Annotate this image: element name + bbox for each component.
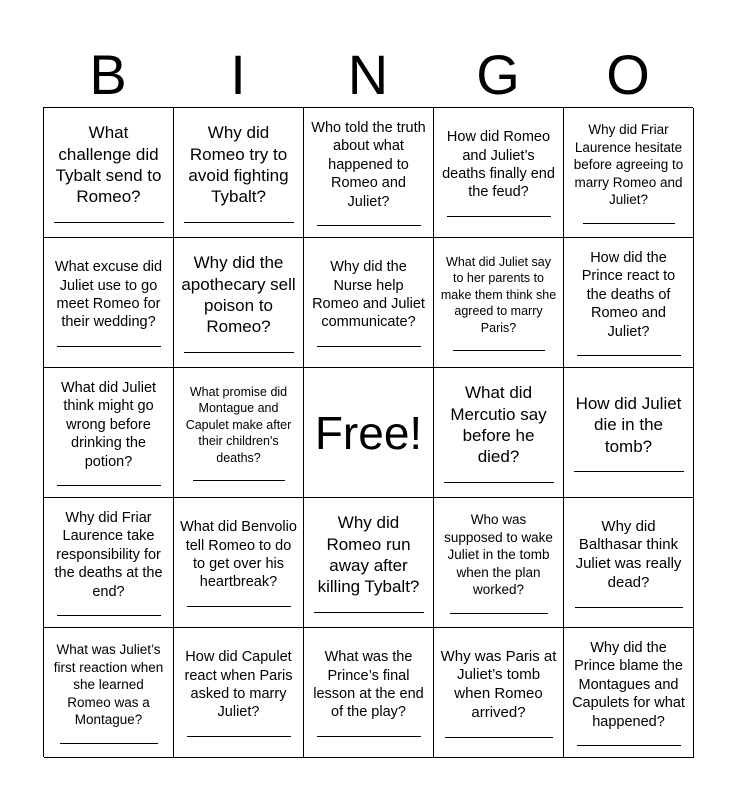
bingo-cell[interactable] [44, 368, 174, 498]
cell-question: What did Juliet think might go wrong before drinking the potion? [60, 379, 157, 470]
bingo-cell[interactable] [434, 368, 564, 498]
answer-line [184, 222, 294, 223]
bingo-cell[interactable] [174, 498, 304, 628]
answer-line [317, 225, 421, 226]
bingo-cell[interactable] [304, 628, 434, 758]
answer-line [574, 471, 684, 472]
cell-question: Who was supposed to wake Juliet in the tomb when the plan worked? [444, 512, 553, 598]
answer-line [444, 482, 554, 483]
bingo-cell[interactable] [304, 498, 434, 628]
cell-question: Why did the Prince blame the Montagues and Capulets for what happened? [572, 639, 685, 730]
cell-question: Who told the truth about what happened to Romeo and Juliet? [311, 119, 426, 210]
answer-line [193, 480, 285, 481]
cell-question: How did the Prince react to the deaths of Romeo and Juliet? [581, 249, 676, 340]
answer-line [57, 485, 161, 486]
cell-question: How did Capulet react when Paris asked to marry Juliet? [184, 649, 293, 721]
bingo-cell[interactable] [434, 108, 564, 238]
cell-question: What did Mercutio say before he died? [450, 383, 547, 467]
cell-question: Why did Friar Laurence take responsibility for the deaths at the end? [54, 509, 163, 600]
bingo-cell[interactable] [564, 498, 694, 628]
cell-question: What was the Prince’s final lesson at the end of the play? [313, 649, 424, 721]
header-letter-n: N [347, 43, 389, 106]
cell-question: Why did Balthasar think Juliet was really dead? [575, 517, 682, 591]
answer-line [314, 612, 424, 613]
bingo-cell[interactable] [44, 238, 174, 368]
cell-question: What did Benvolio tell Romeo to do to get over his heartbreak? [180, 519, 297, 591]
bingo-cell[interactable] [174, 628, 304, 758]
cell-question: What promise did Montague and Capulet make after their children's deaths? [185, 384, 292, 465]
answer-line [187, 736, 291, 737]
answer-line [583, 223, 675, 224]
bingo-cell[interactable] [44, 498, 174, 628]
answer-line [577, 355, 681, 356]
answer-line [317, 736, 421, 737]
cell-question: What did Juliet say to her parents to make them think she agreed to marry Paris? [440, 254, 557, 335]
cell-question: Why was Paris at Juliet’s tomb when Romeo arrived? [440, 647, 557, 721]
answer-line [187, 606, 291, 607]
bingo-header [43, 42, 693, 108]
answer-line [57, 346, 161, 347]
bingo-cell[interactable] [434, 238, 564, 368]
cell-question: Why did Romeo try to avoid fighting Tybalt? [188, 123, 289, 207]
answer-line [575, 607, 683, 608]
answer-line [450, 613, 548, 614]
answer-line [577, 745, 681, 746]
answer-line [184, 352, 294, 353]
cell-question: What challenge did Tybalt send to Romeo? [55, 123, 162, 207]
header-letter-i: I [230, 43, 246, 106]
bingo-cell[interactable] [304, 108, 434, 238]
bingo-cell[interactable] [44, 108, 174, 238]
cell-question: How did Juliet die in the tomb? [575, 393, 682, 456]
answer-line [317, 346, 421, 347]
free-space-label: Free! [314, 406, 423, 459]
free-space-cell[interactable] [304, 368, 434, 498]
answer-line [447, 216, 551, 217]
bingo-cell[interactable] [564, 238, 694, 368]
answer-line [445, 737, 553, 738]
bingo-cell[interactable] [564, 368, 694, 498]
bingo-cell[interactable] [174, 108, 304, 238]
bingo-cell[interactable] [434, 498, 564, 628]
bingo-cell[interactable] [174, 238, 304, 368]
cell-question: Why did the Nurse help Romeo and Juliet communicate? [312, 259, 425, 331]
header-letter-b: B [89, 43, 127, 106]
cell-question: Why did Romeo run away after killing Tybalt? [317, 513, 420, 597]
header-letter-o: O [606, 43, 650, 106]
bingo-cell[interactable] [434, 628, 564, 758]
answer-line [60, 743, 158, 744]
header-letter-g: G [476, 43, 520, 106]
cell-question: Why did Friar Laurence hesitate before agreeing to marry Romeo and Juliet? [573, 122, 684, 208]
bingo-board [43, 107, 693, 757]
cell-question: What excuse did Juliet use to go meet Romeo for their wedding? [54, 259, 163, 331]
bingo-cell[interactable] [304, 238, 434, 368]
cell-question: How did Romeo and Juliet’s deaths finally end the feud? [442, 129, 555, 201]
cell-question: What was Juliet’s first reaction when she learned Romeo was a Montague? [53, 642, 164, 728]
answer-line [57, 615, 161, 616]
bingo-cell[interactable] [564, 108, 694, 238]
cell-question: Why did the apothecary sell poison to Romeo? [181, 253, 296, 337]
bingo-cell[interactable] [44, 628, 174, 758]
answer-line [54, 222, 164, 223]
bingo-cell[interactable] [174, 368, 304, 498]
bingo-cell[interactable] [564, 628, 694, 758]
answer-line [453, 350, 545, 351]
